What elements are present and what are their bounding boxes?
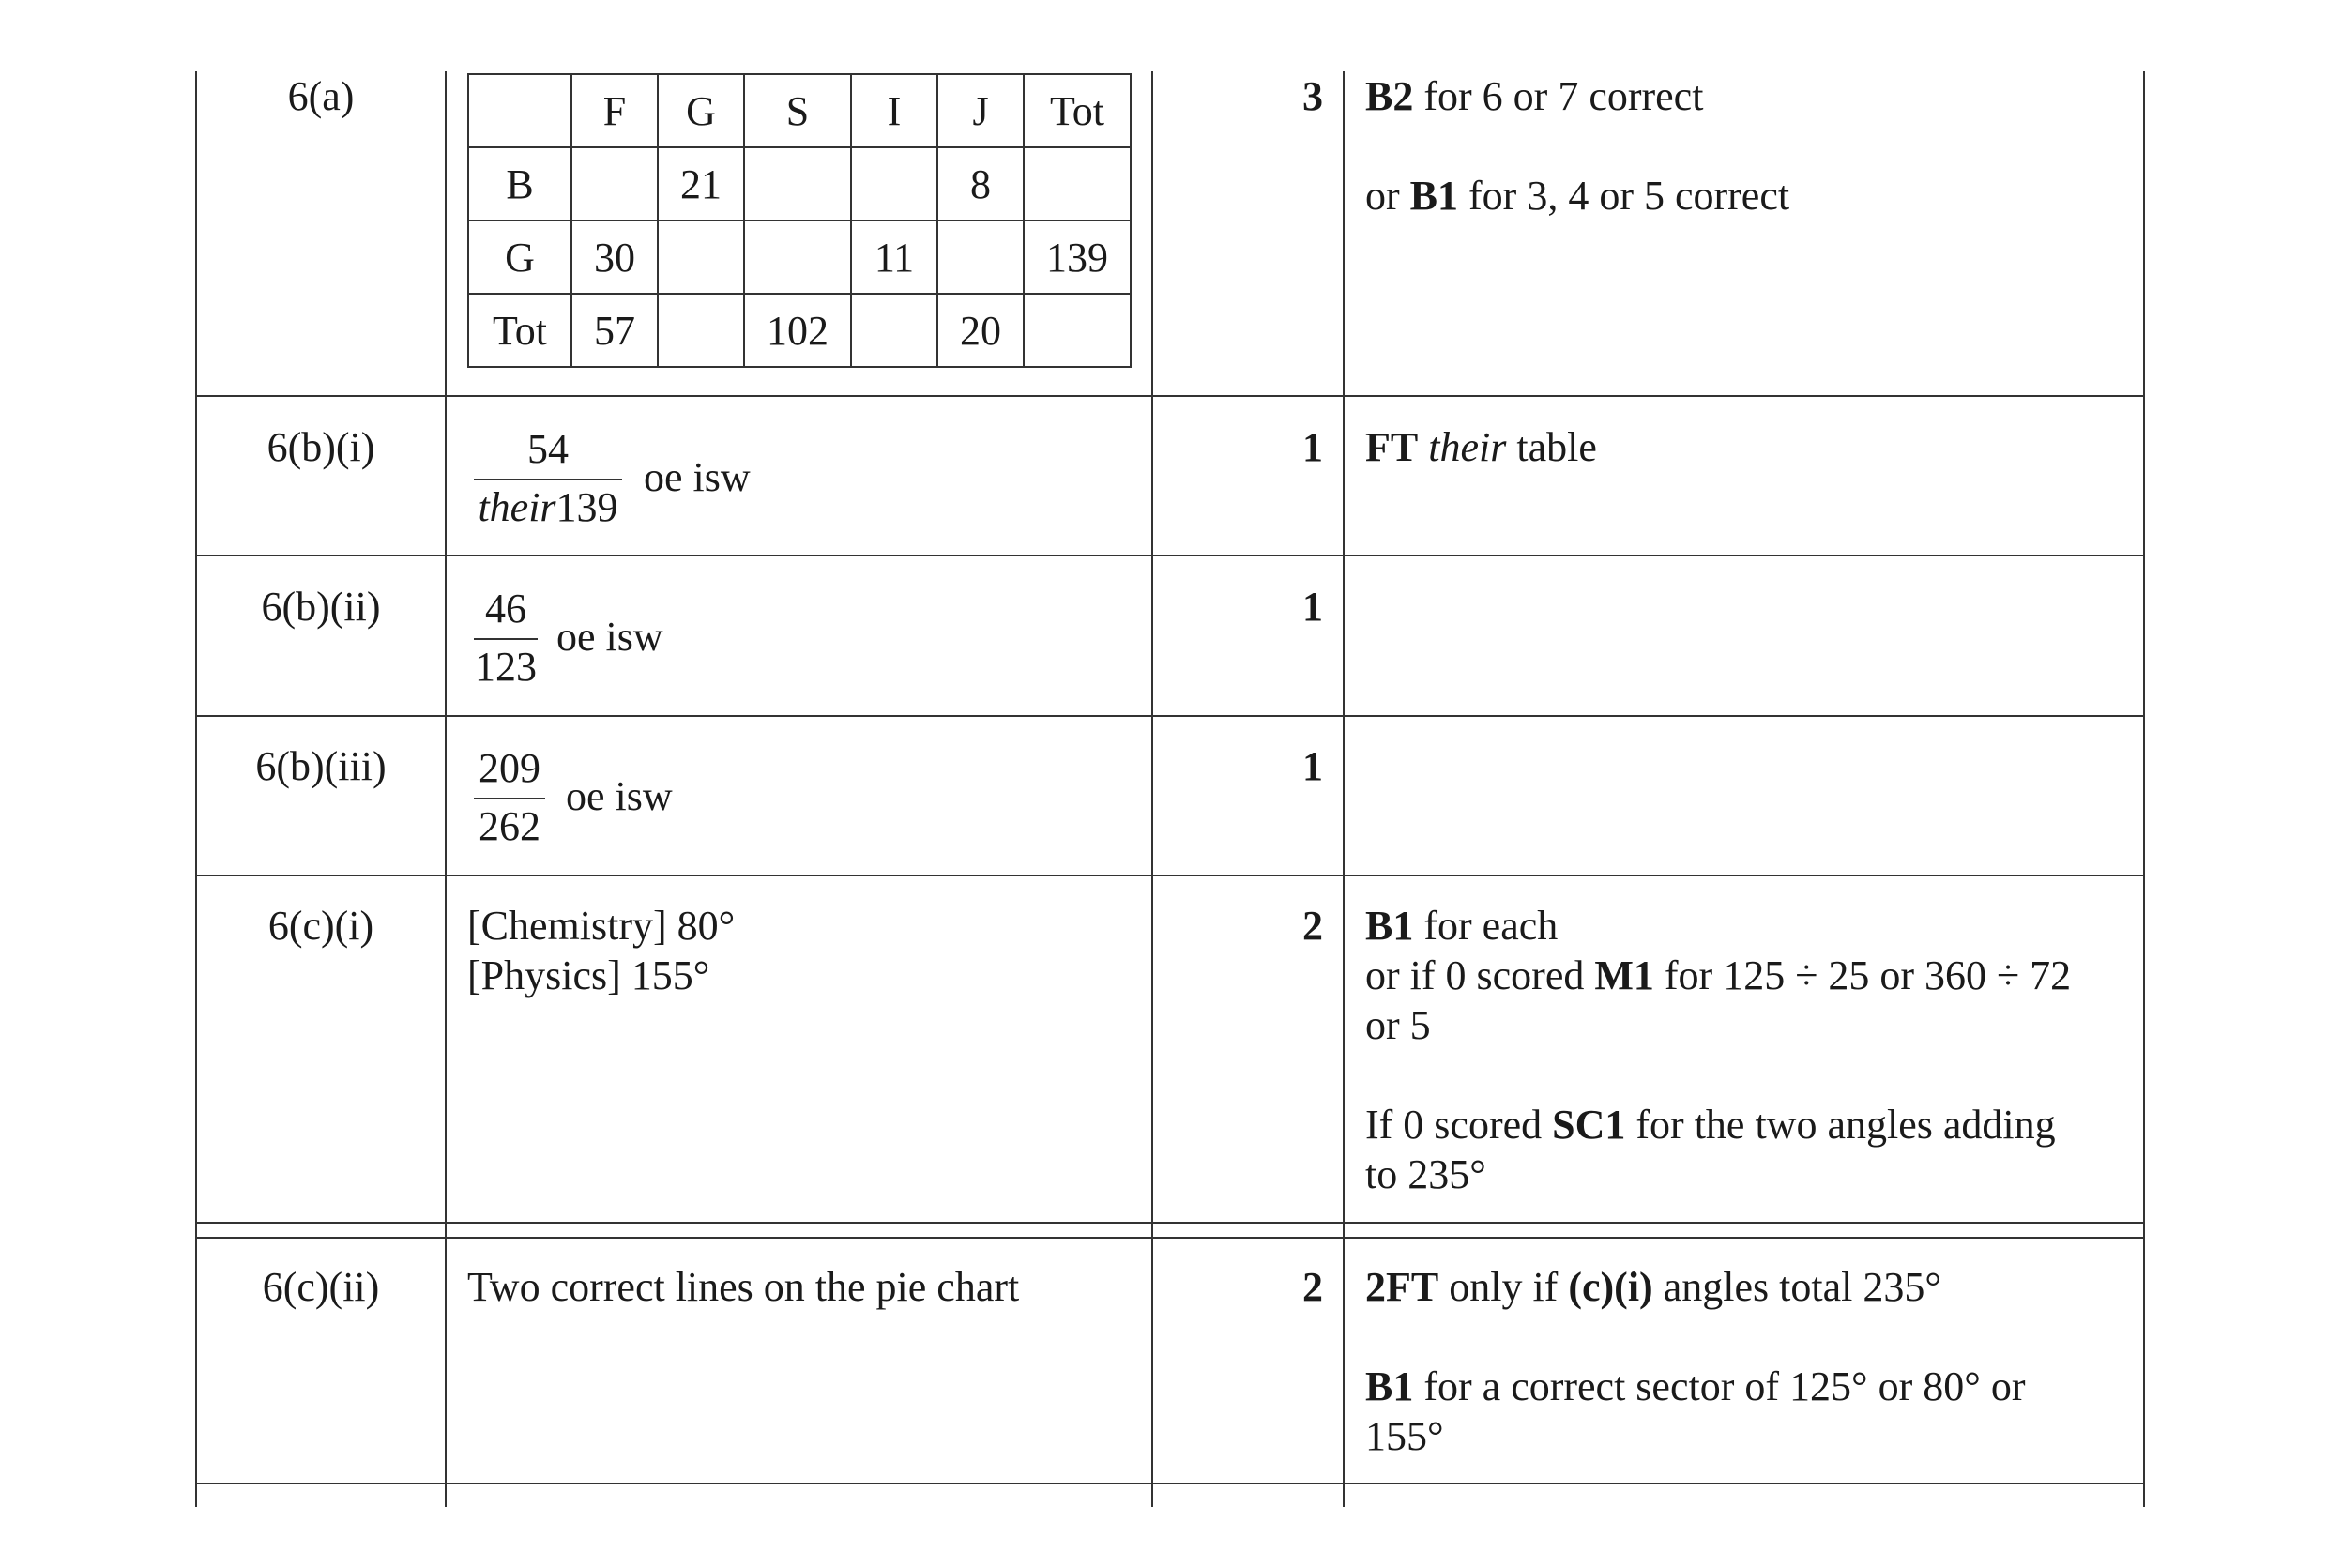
table-cell xyxy=(744,221,851,294)
marks-value: 1 xyxy=(1302,424,1323,470)
table-row xyxy=(468,147,1131,221)
fraction-denominator xyxy=(474,479,622,531)
guidance-text xyxy=(1365,422,1597,472)
answer-fraction xyxy=(474,745,545,850)
guidance-span: only if xyxy=(1438,1264,1569,1310)
table-cell xyxy=(937,221,1024,294)
row-divider xyxy=(195,1483,2145,1484)
guidance-span: for 125 ÷ 25 or 360 ÷ 72 xyxy=(1653,952,2072,998)
guidance-text: to 235° xyxy=(1365,1151,1486,1197)
table-cell xyxy=(468,74,571,147)
answer-text: [Physics] 155° xyxy=(467,952,710,998)
two-way-table xyxy=(467,73,1132,368)
denominator-italic: their xyxy=(478,484,556,530)
question-id: 6(c)(i) xyxy=(267,903,374,949)
table-cell: 21 xyxy=(658,147,744,221)
table-cell: Tot xyxy=(1024,74,1131,147)
table-cell xyxy=(851,147,937,221)
guidance-span: for 3, 4 or 5 correct xyxy=(1458,173,1790,219)
table-cell: 57 xyxy=(571,294,658,367)
fraction-denominator: 262 xyxy=(474,798,545,850)
table-cell: 30 xyxy=(571,221,658,294)
answer-fraction xyxy=(474,426,622,531)
answer-suffix: oe isw xyxy=(566,773,673,819)
guidance-text: 155° xyxy=(1365,1413,1444,1459)
table-cell: B xyxy=(468,147,571,221)
guidance-text xyxy=(1365,1100,2056,1149)
answer-text: [Chemistry] 80° xyxy=(467,903,736,949)
row-divider xyxy=(195,395,2145,397)
guidance-span: for a correct sector of 125° or 80° or xyxy=(1413,1363,2026,1409)
guidance-text xyxy=(1365,1362,2026,1411)
guidance-bold: B1 xyxy=(1365,903,1414,949)
guidance-bold: B2 xyxy=(1365,73,1414,119)
guidance-text xyxy=(1365,951,2071,1000)
grid-line xyxy=(1151,71,1153,1507)
table-cell xyxy=(658,221,744,294)
guidance-bold: M1 xyxy=(1594,952,1654,998)
fraction-numerator: 46 xyxy=(485,586,526,632)
guidance-bold: B1 xyxy=(1409,173,1459,219)
guidance-bold: 2FT xyxy=(1365,1264,1439,1310)
fraction-numerator: 54 xyxy=(527,426,569,472)
row-divider xyxy=(195,875,2145,876)
guidance-text xyxy=(1365,901,1558,951)
table-cell xyxy=(658,294,744,367)
guidance-text xyxy=(1365,171,1789,221)
question-id: 6(b)(iii) xyxy=(255,743,387,789)
answer-fraction xyxy=(474,586,538,691)
guidance-italic: their xyxy=(1428,424,1507,470)
question-id: 6(b)(i) xyxy=(266,424,375,470)
table-cell: I xyxy=(851,74,937,147)
guidance-text: or 5 xyxy=(1365,1002,1431,1048)
table-row xyxy=(468,294,1131,367)
table-header-row xyxy=(468,74,1131,147)
table-cell: 8 xyxy=(937,147,1024,221)
marks-value: 2 xyxy=(1302,1264,1323,1310)
guidance-bold: (c)(i) xyxy=(1568,1264,1653,1310)
grid-line xyxy=(1343,71,1345,1507)
row-divider xyxy=(195,555,2145,556)
table-cell: G xyxy=(658,74,744,147)
row-divider xyxy=(195,1222,2145,1224)
table-cell: 139 xyxy=(1024,221,1131,294)
guidance-text xyxy=(1365,1262,1941,1312)
table-cell: F xyxy=(571,74,658,147)
answer-text: Two correct lines on the pie chart xyxy=(467,1264,1020,1310)
guidance-span: for the two angles adding xyxy=(1625,1102,2056,1148)
table-cell: S xyxy=(744,74,851,147)
grid-line xyxy=(2143,71,2145,1507)
answer-suffix: oe isw xyxy=(556,614,663,660)
guidance-span: for each xyxy=(1413,903,1559,949)
guidance-span: table xyxy=(1506,424,1597,470)
guidance-bold: B1 xyxy=(1365,1363,1414,1409)
guidance-span: angles total 235° xyxy=(1652,1264,1941,1310)
table-cell: 102 xyxy=(744,294,851,367)
table-cell: G xyxy=(468,221,571,294)
guidance-span: or if 0 scored xyxy=(1365,952,1595,998)
guidance-span: or xyxy=(1365,173,1410,219)
guidance-span: for 6 or 7 correct xyxy=(1413,73,1704,119)
marks-value: 1 xyxy=(1302,584,1323,630)
guidance-bold: FT xyxy=(1365,424,1419,470)
fraction-denominator: 123 xyxy=(474,638,538,691)
row-divider xyxy=(195,715,2145,717)
denominator-value: 139 xyxy=(555,484,618,530)
table-cell xyxy=(1024,294,1131,367)
table-cell xyxy=(1024,147,1131,221)
table-cell xyxy=(851,294,937,367)
guidance-bold: SC1 xyxy=(1552,1102,1626,1148)
question-id: 6(c)(ii) xyxy=(262,1264,380,1310)
marks-value: 3 xyxy=(1302,73,1323,119)
table-cell: J xyxy=(937,74,1024,147)
table-cell xyxy=(744,147,851,221)
answer-suffix: oe isw xyxy=(644,454,751,500)
guidance-span: If 0 scored xyxy=(1365,1102,1553,1148)
table-cell: 20 xyxy=(937,294,1024,367)
table-cell xyxy=(571,147,658,221)
table-row xyxy=(468,221,1131,294)
marks-value: 2 xyxy=(1302,903,1323,949)
guidance-text xyxy=(1365,71,1703,121)
table-cell: Tot xyxy=(468,294,571,367)
question-id: 6(b)(ii) xyxy=(261,584,381,630)
marks-value: 1 xyxy=(1302,743,1323,789)
table-cell: 11 xyxy=(851,221,937,294)
fraction-numerator: 209 xyxy=(479,745,540,791)
question-id: 6(a) xyxy=(287,73,355,119)
row-divider xyxy=(195,1237,2145,1239)
